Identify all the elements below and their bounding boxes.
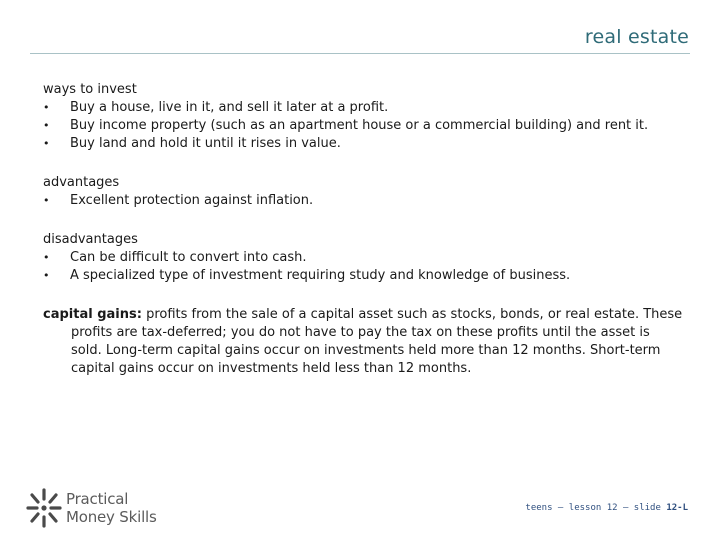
slide-body: [43, 81, 683, 378]
slide-title: real estate: [584, 26, 689, 48]
footer-text: teens – lesson 12 – slide: [525, 503, 667, 513]
list-item: • Buy a house, live in it, and sell it later at a profit.: [43, 99, 683, 117]
logo-line-2: Money Skills: [66, 508, 157, 526]
slide-number: 12-L: [666, 503, 688, 513]
logo-wordmark: [66, 490, 157, 526]
section-heading-disadvantages: disadvantages: [43, 232, 138, 247]
title-divider: [30, 53, 690, 54]
list-item: • Can be difficult to convert into cash.: [43, 249, 683, 267]
section-heading-advantages: advantages: [43, 175, 120, 190]
list-item: • Buy land and hold it until it rises in value.: [43, 135, 683, 153]
logo-line-1: Practical: [66, 490, 129, 508]
capital-gains-definition: [43, 306, 683, 378]
section-heading-ways: ways to invest: [43, 82, 137, 97]
advantages-list: [43, 192, 683, 210]
list-item: • Buy income property (such as an apartment house or a commercial building) and rent it.: [43, 117, 683, 135]
slide-footer: [525, 503, 688, 513]
list-item: • Excellent protection against inflation.: [43, 192, 683, 210]
starburst-icon: [26, 488, 62, 528]
disadvantages-list: [43, 249, 683, 285]
capital-gains-text: profits from the sale of a capital asset such as stocks, bonds, or real estate. These profits are tax-deferred; you do not have to pay the tax on these profits until the asset is sold. Long-term capital gains occur on investments held more than 12 months. Short-term capital gains occur on investments held less than 12 months.: [71, 307, 683, 376]
capital-gains-term: capital gains:: [43, 307, 142, 322]
list-item: • A specialized type of investment requiring study and knowledge of business.: [43, 267, 683, 285]
ways-list: [43, 99, 683, 153]
practical-money-skills-logo: [26, 488, 166, 528]
